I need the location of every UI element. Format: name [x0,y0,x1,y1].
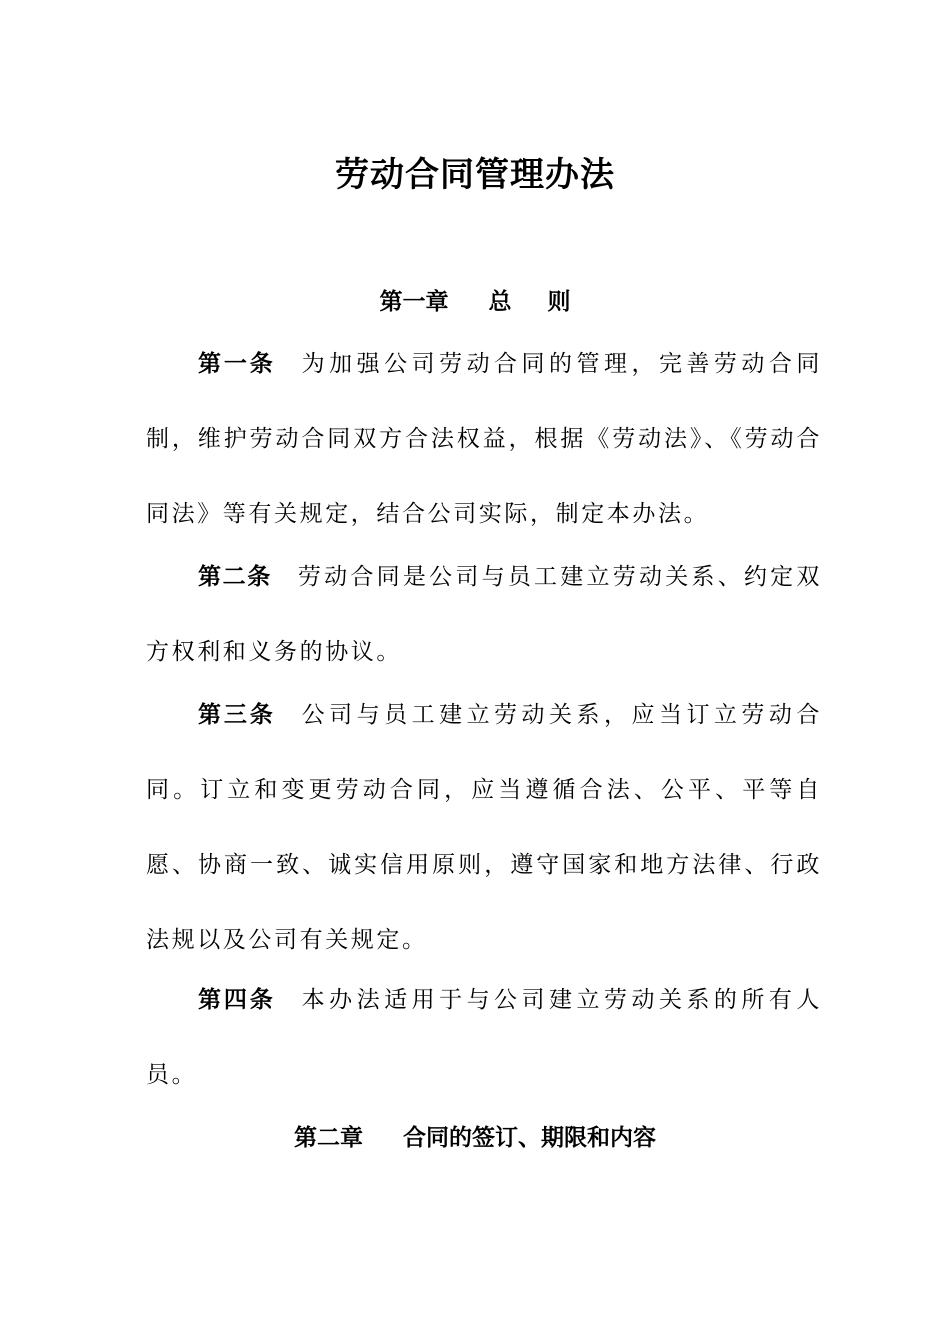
article-1 [146,327,822,552]
article-2-label: 第二条 [198,564,272,590]
article-3-label: 第三条 [198,702,276,728]
chapter-1-number: 第一章 [379,289,449,315]
article-2-text: 劳动合同是公司与员工建立劳动关系、约定双方权利和义务的协议。 [146,564,823,665]
chapter-2-heading [0,1120,950,1156]
article-1-text: 为加强公司劳动合同的管理，完善劳动合同制，维护劳动合同双方合法权益，根据《劳动法》、《劳动合同法》等有关规定，结合公司实际，制定本办法。 [146,351,822,527]
document-title: 劳动合同管理办法 [335,155,615,195]
article-1-label: 第一条 [198,351,276,377]
article-3-text: 公司与员工建立劳动关系，应当订立劳动合同。订立和变更劳动合同，应当遵循合法、公平、平等自愿、协商一致、诚实信用原则，遵守国家和地方法律、行政法规以及公司有关规定。 [146,702,822,953]
chapter-1-name-part1: 总 [488,289,512,315]
article-4-label: 第四条 [198,987,276,1013]
article-2 [146,540,822,690]
chapter-2-number: 第二章 [294,1125,363,1151]
article-4 [146,963,822,1113]
chapter-1-heading [0,284,950,320]
chapter-1-name-part2: 则 [547,289,571,315]
chapter-2-name: 合同的签订、期限和内容 [403,1125,656,1151]
article-3 [146,678,822,978]
article-4-text: 本办法适用于与公司建立劳动关系的所有人员。 [146,987,822,1088]
